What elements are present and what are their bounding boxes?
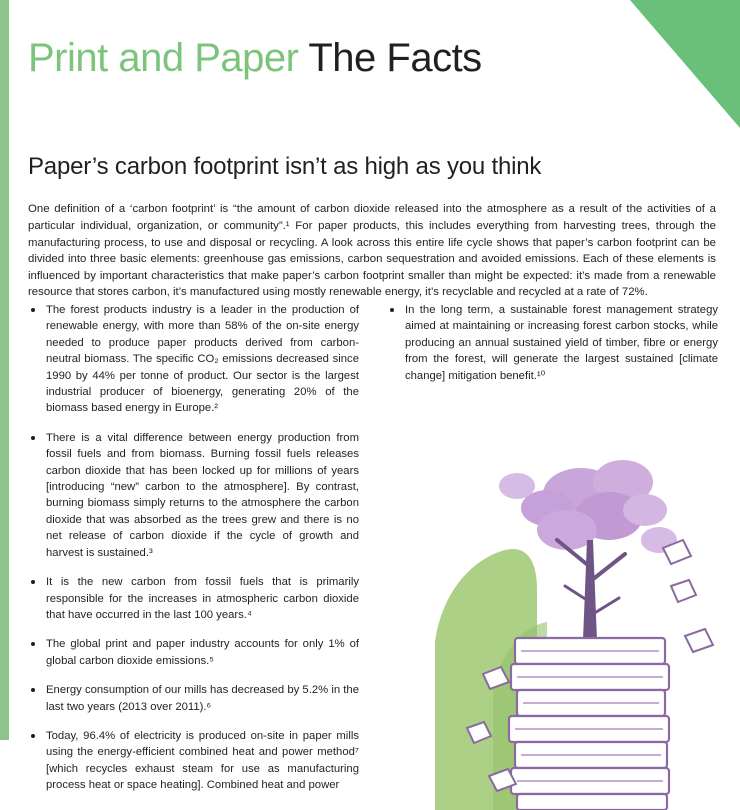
right-bullet-list	[387, 302, 718, 384]
left-accent-bar	[0, 0, 9, 740]
page-title: Paper’s carbon footprint isn’t as high as you think	[28, 153, 542, 181]
corner-triangle-decoration	[630, 0, 740, 128]
masthead-title-dark: The Facts	[308, 36, 482, 80]
list-item: In the long term, a sustainable forest management strategy aimed at maintaining or increasing forest carbon stocks, while producing an annual sustained yield of timber, fibre or energy from the forest, will generate the largest sustained [climate change] mitigation benefit.¹⁰	[387, 302, 718, 384]
masthead-title-green: Print and Paper	[28, 36, 299, 80]
masthead-title	[28, 32, 482, 84]
list-item: It is the new carbon from fossil fuels that is primarily responsible for the increases in atmospheric carbon dioxide that have occurred in the last 100 years.⁴	[28, 574, 359, 623]
intro-paragraph: One definition of a ‘carbon footprint’ is “the amount of carbon dioxide released into the atmosphere as a result of the activities of a particular individual, organization, or community”.¹ For paper products, this includes everything from harvesting trees, through the manufacturing process, to use and disposal or recycling. A look across this entire life cycle shows that paper’s carbon footprint can be divided into three basic elements: greenhouse gas emissions, carbon sequestration and avoided emissions. Each of these elements is influenced by important characteristics that make paper’s carbon footprint smaller than might be expected: it’s made from a renewable resource that stores carbon, it’s manufactured using mostly renewable energy, it’s recyclable and recycled at a rate of 72%.	[28, 203, 716, 299]
list-item: The global print and paper industry accounts for only 1% of global carbon dioxide emissions.⁵	[28, 636, 359, 669]
body-columns	[28, 302, 718, 807]
left-column	[28, 302, 359, 807]
list-item: There is a vital difference between energy production from fossil fuels and from biomass. Burning fossil fuels releases carbon dioxide that has been locked up for millions of years [introducing “new” carbon to the atmosphere]. By contrast, burning biomass simply returns to the atmosphere the carbon dioxide that was absorbed as the trees grew and there is no net release of carbon dioxide if the cycle of growth and harvest is sustained.³	[28, 430, 359, 561]
list-item: The forest products industry is a leader in the production of renewable energy, with more than 58% of the on-site energy needed to produce paper products derived from carbon-neutral biomass. The specific CO₂ emissions decreased since 1990 by 44% per tonne of product. Our sector is the largest industrial producer of bioenergy, generating 20% of the biomass based energy in Europe.²	[28, 302, 359, 417]
tree-growing-on-stack-of-paper-illustration	[397, 390, 728, 810]
right-column	[387, 302, 718, 807]
list-item: Today, 96.4% of electricity is produced on-site in paper mills using the energy-efficient combined heat and power method⁷ [which recycles exhaust steam for use as manufacturing process heat or space heating]. Combined heat and power	[28, 728, 359, 794]
list-item: Energy consumption of our mills has decreased by 5.2% in the last two years (2013 over 2011).⁶	[28, 682, 359, 715]
left-bullet-list	[28, 302, 359, 794]
